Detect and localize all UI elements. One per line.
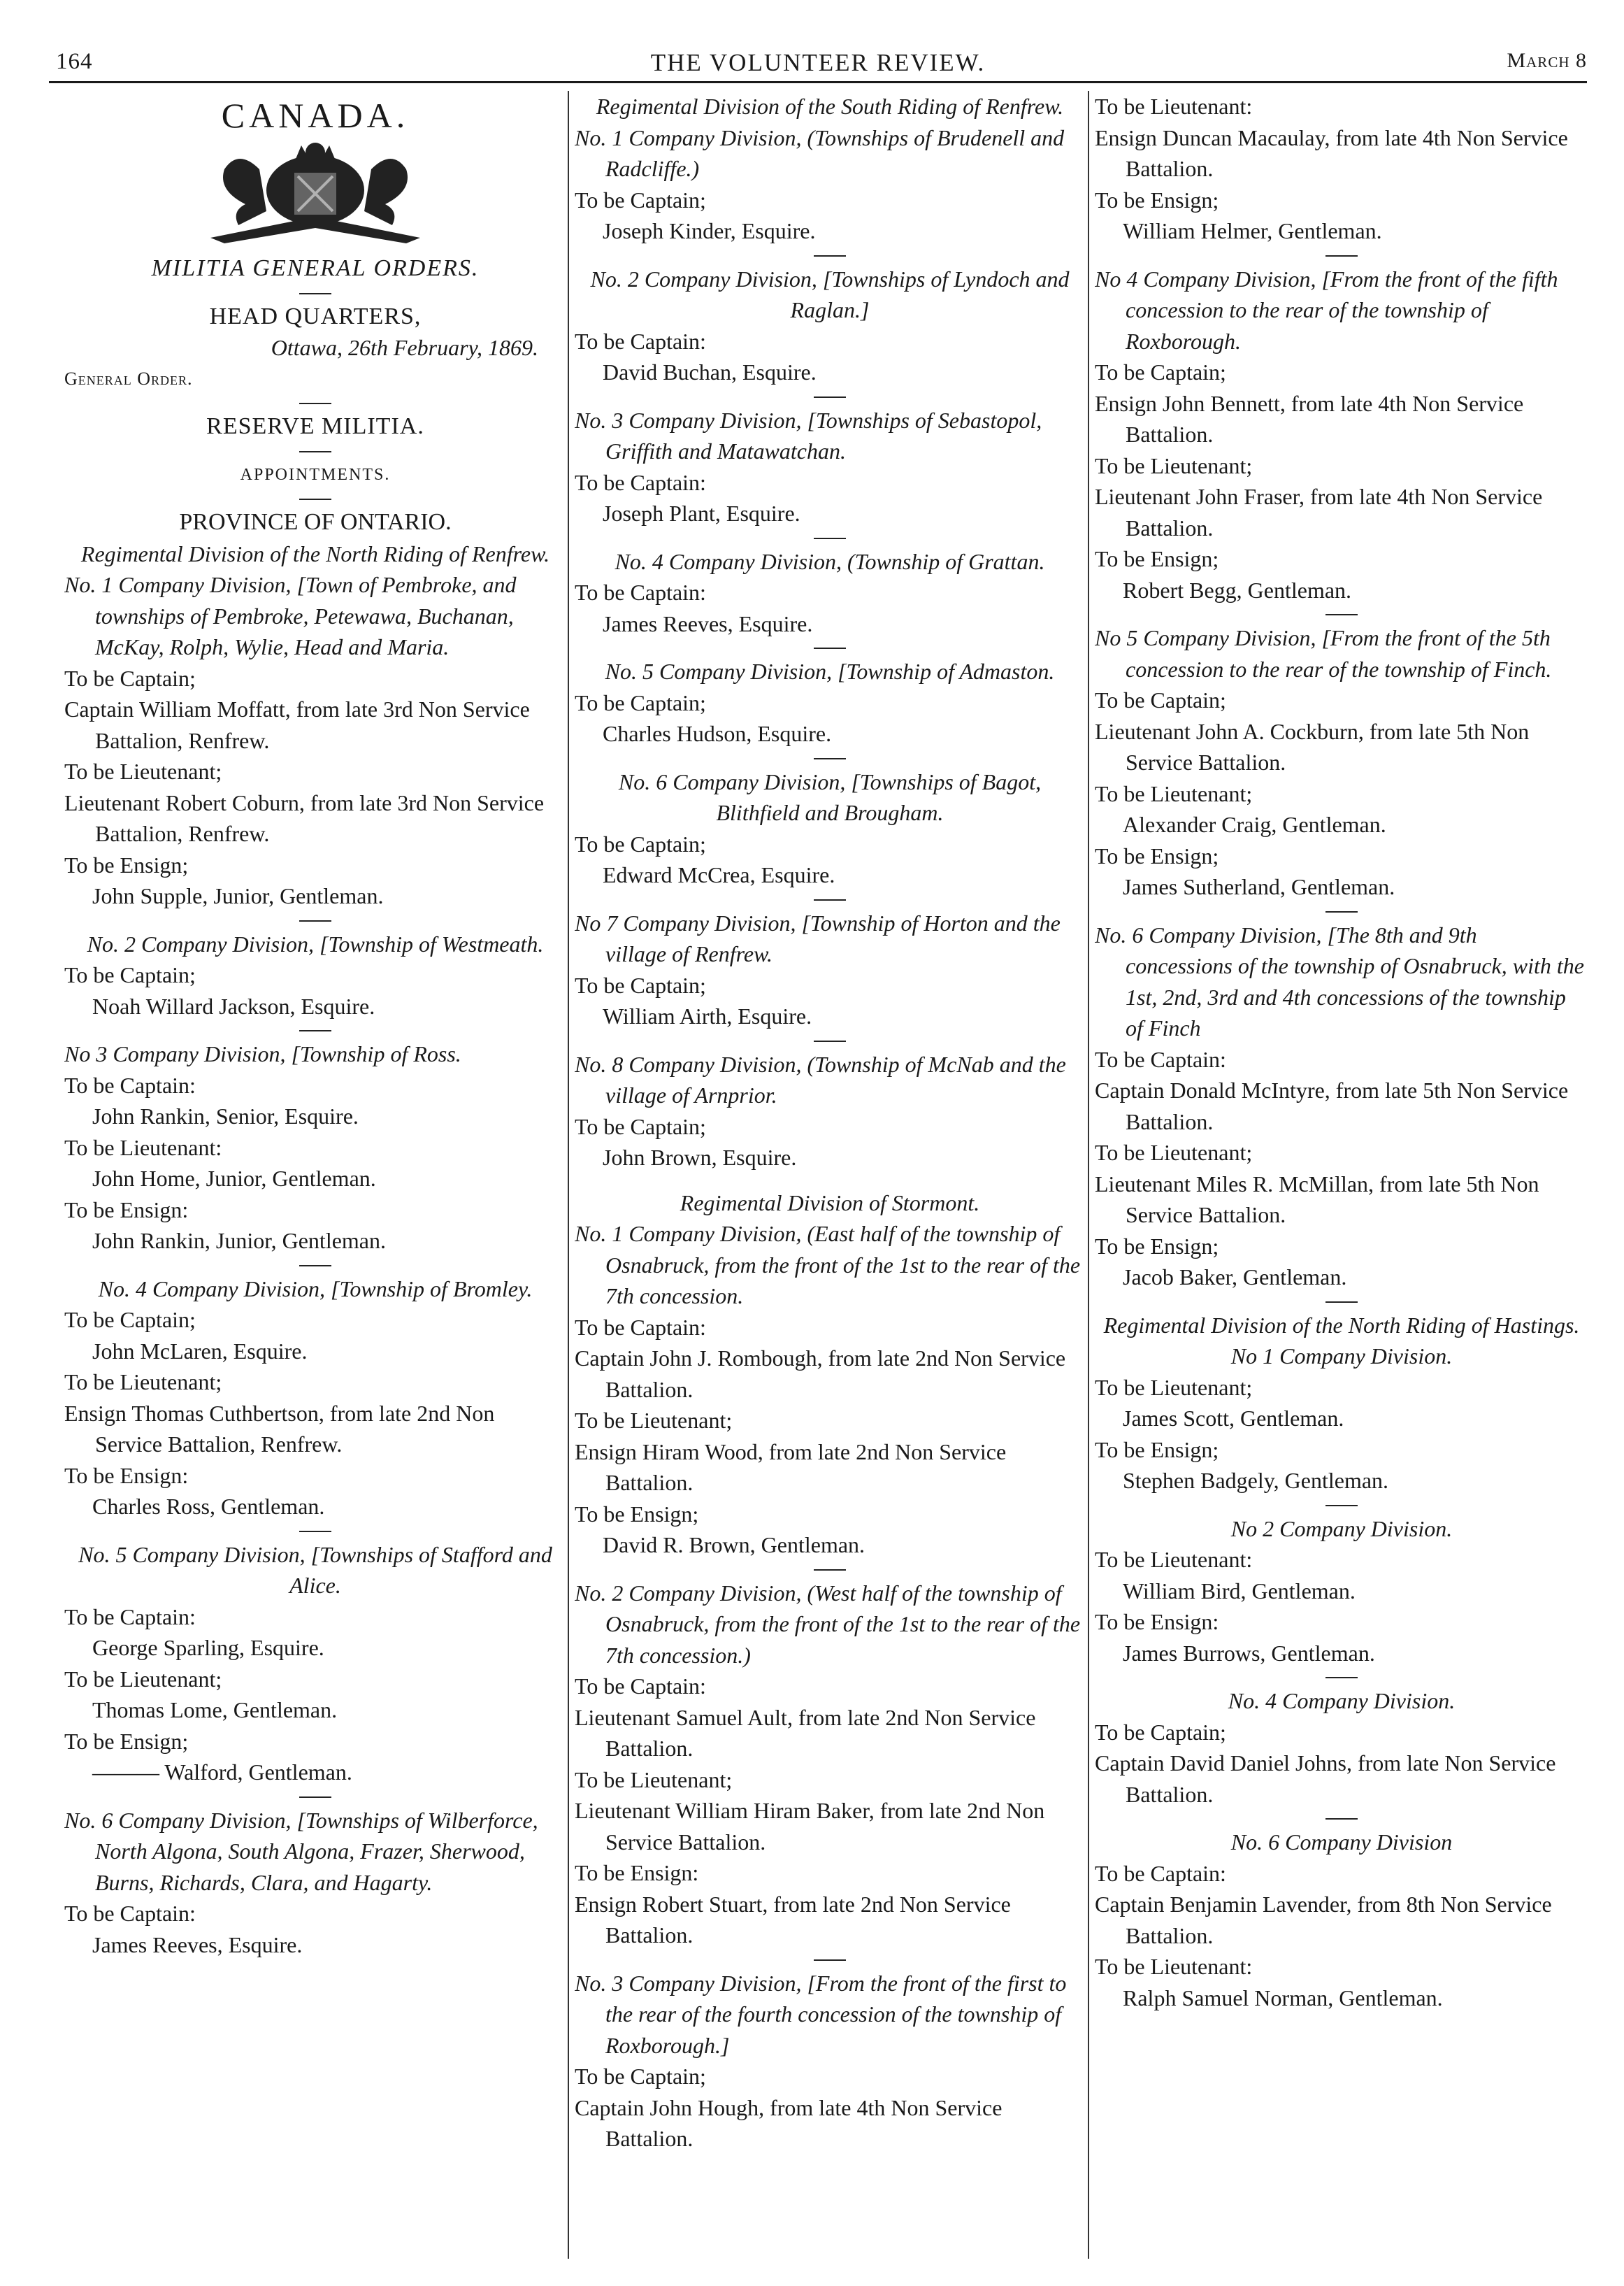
appointee: John McLaren, Esquire. [92,1338,308,1364]
company-heading: No. 5 Company Division, [Township of Admaston. [605,659,1055,684]
appointment-rank: To be Captain; [1095,687,1226,713]
appointee: Ensign Duncan Macaulay, from late 4th Non Service Battalion. [1095,124,1568,181]
appointee: William Helmer, Gentleman. [1123,218,1382,243]
company-heading: No 7 Company Division, [Township of Horton and the village of Renfrew. [575,910,1061,966]
separator [299,1030,331,1031]
appointee: William Airth, Esquire. [603,1003,812,1029]
appointment-rank: To be Captain; [575,972,706,998]
appointment-rank: To be Ensign; [64,1728,189,1754]
appointment-rank: To be Lieutenant; [1095,1140,1253,1165]
appointee: John Supple, Junior, Gentleman. [92,883,384,908]
separator [299,293,331,294]
separator [814,397,846,398]
company-heading: No. 8 Company Division, (Township of McNab and the village of Arnprior. [575,1051,1066,1108]
separator [814,758,846,759]
appointee: Thomas Lome, Gentleman. [92,1697,338,1722]
appointments-label: APPOINTMENTS. [240,465,391,484]
appointment-rank: To be Lieutenant; [1095,452,1253,478]
appointment-rank: To be Ensign; [1095,843,1219,869]
appointment-rank: To be Ensign; [1095,1436,1219,1462]
company-heading: No. 5 Company Division, [Townships of Stafford and Alice. [78,1541,552,1598]
appointment-rank: To be Ensign: [64,1196,189,1222]
appointee: David Buchan, Esquire. [603,359,817,385]
company-heading: No. 6 Company Division, [Townships of Wilberforce, North Algona, South Algona, Frazer, Sherwood, Burns, Richards, Clara, and Hagarty. [64,1807,538,1895]
separator [299,403,331,404]
separator [299,1796,331,1798]
company-heading: No. 4 Company Division, (Township of Grattan. [615,548,1045,574]
appointment-rank: To be Lieutenant: [1095,1954,1253,1979]
column-rule-2 [1088,91,1089,2259]
head-quarters: HEAD QUARTERS, [209,303,422,329]
appointment-rank: To be Captain: [1095,1046,1226,1072]
militia-general-orders: MILITIA GENERAL ORDERS. [151,255,480,281]
separator [1325,1301,1358,1303]
company-heading: No 1 Company Division. [1230,1343,1453,1369]
appointee: Lieutenant Robert Coburn, from late 3rd Non Service Battalion, Renfrew. [64,790,545,846]
appointee: Lieutenant John A. Cockburn, from late 5th Non Service Battalion. [1095,718,1530,775]
company-heading: No. 2 Company Division, (West half of the township of Osnabruck, from the front of the 1st to the rear of the 7th concession.) [575,1580,1081,1668]
appointee: James Reeves, Esquire. [92,1931,303,1957]
separator [814,1959,846,1961]
appointment-rank: To be Captain: [575,1314,706,1340]
appointee: John Rankin, Junior, Gentleman. [92,1228,386,1253]
division-heading: Regimental Division of Stormont. [680,1190,980,1215]
appointee: Robert Begg, Gentleman. [1123,577,1352,603]
company-heading: No. 2 Company Division, [Township of Westmeath. [87,931,544,957]
separator [814,1041,846,1042]
appointment-rank: To be Captain; [64,665,196,691]
division-heading: Regimental Division of the South Riding of Renfrew. [596,94,1064,119]
separator [814,1569,846,1571]
separator [814,538,846,539]
appointment-rank: To be Captain; [1095,359,1226,385]
appointee: Joseph Kinder, Esquire. [603,218,816,243]
appointee: James Reeves, Esquire. [603,610,813,636]
separator [1325,1818,1358,1820]
appointment-rank: To be Lieutenant; [1095,780,1253,806]
appointee: Noah Willard Jackson, Esquire. [92,993,375,1019]
appointee: Alexander Craig, Gentleman. [1123,812,1386,837]
appointee: James Burrows, Gentleman. [1123,1640,1375,1666]
company-heading: No. 6 Company Division, [The 8th and 9th concessions of the township of Osnabruck, with the 1st, 2nd, 3rd and 4th concessions of the township of Finch [1095,922,1584,1041]
appointee: Lieutenant William Hiram Baker, from late 2nd Non Service Battalion. [575,1798,1045,1855]
appointment-rank: To be Captain: [64,1072,196,1098]
company-heading: No. 3 Company Division, [Townships of Sebastopol, Griffith and Matawatchan. [575,407,1042,464]
company-heading: No 2 Company Division. [1230,1515,1453,1541]
company-heading: No. 1 Company Division, [Town of Pembroke, and townships of Pembroke, Petewawa, Buchanan, McKay, Rolph, Wylie, Head and Maria. [64,572,517,659]
appointee: John Rankin, Senior, Esquire. [92,1103,359,1129]
appointee: Captain Donald McIntyre, from late 5th Non Service Battalion. [1095,1078,1569,1134]
appointment-rank: To be Captain; [575,1113,706,1139]
appointee: Captain David Daniel Johns, from late Non Service Battalion. [1095,1750,1556,1807]
appointment-rank: To be Captain; [1095,1719,1226,1745]
appointee: Lieutenant Samuel Ault, from late 2nd Non Service Battalion. [575,1704,1036,1761]
appointment-rank: To be Ensign; [64,852,189,878]
appointee: James Sutherland, Gentleman. [1123,874,1395,899]
company-heading: No 4 Company Division, [From the front of the fifth concession to the rear of the township of Roxborough. [1095,266,1558,354]
column-2 [575,91,1085,2259]
appointee: Captain William Moffatt, from late 3rd Non Service Battalion, Renfrew. [64,696,530,753]
appointment-rank: To be Captain; [575,690,706,715]
dateline: Ottawa, 26th February, 1869. [271,335,538,360]
company-heading: No. 1 Company Division, (East half of the township of Osnabruck, from the front of the 1st to the rear of the 7th concession. [575,1221,1081,1308]
appointment-rank: To be Lieutenant: [1095,1547,1253,1572]
appointee: John Home, Junior, Gentleman. [92,1166,376,1191]
appointment-rank: To be Captain; [64,962,196,987]
appointment-rank: To be Captain: [64,1603,196,1629]
publication-title: THE VOLUNTEER REVIEW. [650,49,986,76]
general-order-label: General Order. [64,368,193,389]
appointee: Lieutenant Miles R. McMillan, from late 5th Non Service Battalion. [1095,1171,1539,1227]
company-heading: No. 6 Company Division [1230,1829,1453,1855]
appointee: Stephen Badgely, Gentleman. [1123,1468,1389,1493]
page-header [49,43,1587,85]
separator [299,499,331,500]
column-rule-1 [568,91,569,2259]
appointment-rank: To be Ensign: [1095,1609,1219,1634]
appointee: Ralph Samuel Norman, Gentleman. [1123,1985,1443,2010]
appointment-rank: To be Lieutenant; [64,1666,222,1692]
reserve-militia: RESERVE MILITIA. [206,413,424,439]
appointment-rank: To be Ensign: [575,1860,699,1885]
canada-heading: CANADA. [221,96,410,135]
appointee: Jacob Baker, Gentleman. [1123,1264,1347,1290]
appointment-rank: To be Ensign; [1095,546,1219,571]
separator [814,255,846,257]
separator [1325,614,1358,615]
column-1 [64,91,566,2259]
division-heading: Regimental Division of the North Riding of Hastings. [1103,1312,1580,1338]
appointee: ——— Walford, Gentleman. [92,1759,352,1785]
appointment-rank: To be Ensign; [1095,1233,1219,1259]
appointment-rank: To be Captain: [575,1673,706,1699]
company-heading: No. 4 Company Division. [1228,1688,1456,1713]
division-heading: Regimental Division of the North Riding of Renfrew. [80,541,550,566]
company-heading: No 5 Company Division, [From the front of the 5th concession to the rear of the township of Finch. [1095,625,1552,682]
company-heading: No. 4 Company Division, [Township of Bromley. [98,1276,533,1301]
separator [1325,911,1358,913]
appointment-rank: To be Lieutenant; [1095,1374,1253,1400]
separator [1325,255,1358,257]
appointment-rank: To be Ensign; [575,1501,699,1527]
company-heading: No. 6 Company Division, [Townships of Bagot, Blithfield and Brougham. [618,769,1042,825]
appointment-rank: To be Ensign; [1095,187,1219,213]
appointee: William Bird, Gentleman. [1123,1578,1356,1603]
appointment-rank: To be Lieutenant: [64,1134,222,1160]
separator [1325,1677,1358,1678]
appointee: Charles Hudson, Esquire. [603,721,832,746]
separator [299,1265,331,1266]
appointment-rank: To be Ensign: [64,1462,189,1488]
appointee: Lieutenant John Fraser, from late 4th Non Service Battalion. [1095,484,1543,541]
separator [814,648,846,649]
appointment-rank: To be Captain: [575,469,706,495]
appointee: James Scott, Gentleman. [1123,1406,1344,1431]
appointee: Ensign John Bennett, from late 4th Non Service Battalion. [1095,390,1524,447]
appointee: Captain John Hough, from late 4th Non Service Battalion. [575,2094,1003,2151]
coat-of-arms-icon [196,141,434,246]
header-rule [49,81,1587,83]
appointee: Joseph Plant, Esquire. [603,501,800,526]
appointment-rank: To be Captain: [1095,1860,1226,1886]
appointment-rank: To be Captain: [575,328,706,354]
appointment-rank: To be Captain: [575,580,706,605]
appointee: Ensign Hiram Wood, from late 2nd Non Service Battalion. [575,1438,1007,1495]
separator [299,920,331,922]
appointment-rank: To be Captain; [575,187,706,213]
separator [299,1531,331,1532]
separator [814,899,846,901]
appointee: Captain John J. Rombough, from late 2nd Non Service Battalion. [575,1345,1066,1402]
appointee: Charles Ross, Gentleman. [92,1494,325,1519]
company-heading: No 3 Company Division, [Township of Ross. [64,1041,461,1066]
appointee: George Sparling, Esquire. [92,1635,324,1660]
appointee: John Brown, Esquire. [603,1145,797,1170]
appointment-rank: To be Captain; [575,831,706,857]
appointee: Ensign Robert Stuart, from late 2nd Non Service Battalion. [575,1891,1011,1948]
page-number: 164 [56,49,93,74]
appointee: Edward McCrea, Esquire. [603,862,835,887]
appointment-rank: To be Captain; [64,1307,196,1332]
appointment-rank: To be Lieutenant: [1095,94,1253,119]
appointment-rank: To be Lieutenant; [64,759,222,784]
appointment-rank: To be Lieutenant; [575,1766,733,1792]
company-heading: No. 3 Company Division, [From the front of the first to the rear of the fourth concession of the township of Roxborough.] [575,1970,1067,2058]
appointment-rank: To be Captain: [64,1901,196,1926]
separator [1325,1505,1358,1506]
separator [299,451,331,452]
appointee: Captain Benjamin Lavender, from 8th Non Service Battalion. [1095,1892,1552,1948]
appointment-rank: To be Lieutenant; [575,1408,733,1433]
column-3 [1095,91,1588,2259]
appointment-rank: To be Captain; [575,2064,706,2089]
appointee: Ensign Thomas Cuthbertson, from late 2nd Non Service Battalion, Renfrew. [64,1400,495,1457]
appointment-rank: To be Lieutenant; [64,1369,222,1394]
company-heading: No. 2 Company Division, [Townships of Lyndoch and Raglan.] [590,266,1070,322]
appointee: David R. Brown, Gentleman. [603,1532,865,1557]
company-heading: No. 1 Company Division, (Townships of Brudenell and Radcliffe.) [575,124,1065,181]
province-heading: PROVINCE OF ONTARIO. [179,509,452,535]
issue-date: March 8 [1507,49,1587,72]
